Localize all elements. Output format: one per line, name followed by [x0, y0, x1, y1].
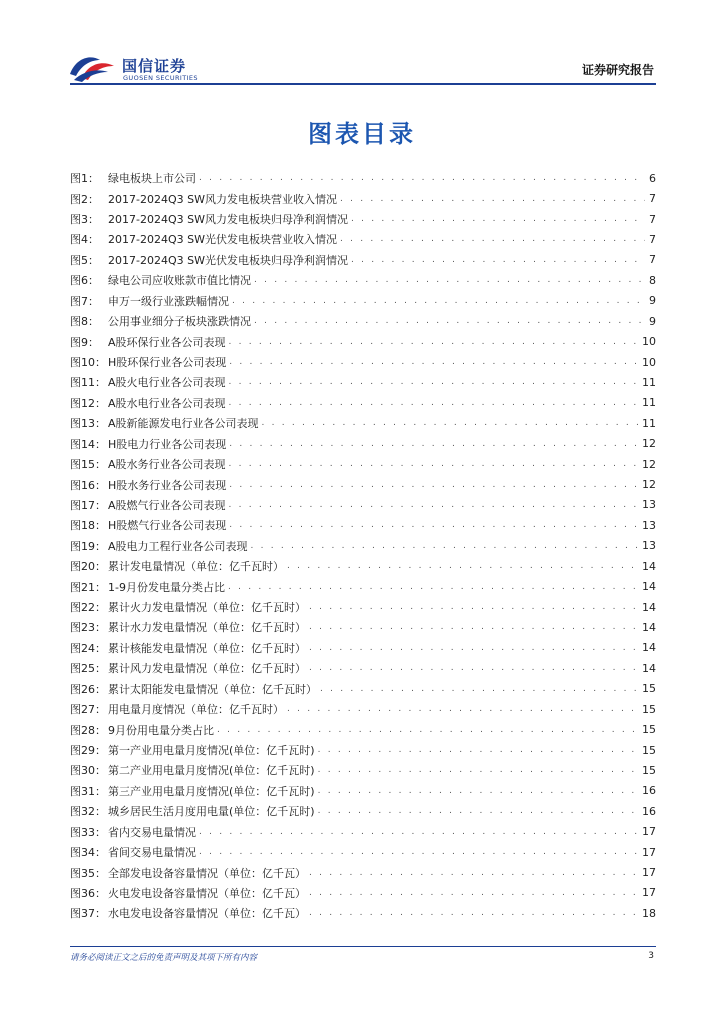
toc-page-number[interactable]: 7 [649, 212, 656, 226]
toc-page-number[interactable]: 9 [649, 314, 656, 328]
toc-figure-title[interactable]: 公用事业细分子板块涨跌情况 [108, 315, 251, 329]
toc-figure-title[interactable]: 用电量月度情况（单位：亿千瓦时） [108, 703, 284, 717]
toc-dot-leader [351, 255, 645, 265]
toc-page-number[interactable]: 6 [649, 171, 656, 185]
toc-figure-number: 图14： [70, 437, 106, 451]
toc-dot-leader [229, 377, 638, 387]
toc-figure-number: 图5： [70, 253, 99, 267]
toc-figure-title[interactable]: 火电发电设备容量情况（单位：亿千瓦） [108, 886, 306, 900]
header-divider [70, 83, 656, 85]
toc-page-number[interactable]: 14 [642, 600, 656, 614]
toc-figure-title[interactable]: A股环保行业各公司表现 [108, 335, 226, 349]
toc-figure-title[interactable]: 申万一级行业涨跌幅情况 [108, 294, 229, 308]
toc-figure-number: 图15： [70, 458, 106, 472]
toc-entry[interactable] [70, 188, 656, 208]
toc-figure-number: 图17： [70, 498, 106, 512]
toc-page-number[interactable]: 13 [642, 498, 656, 512]
toc-dot-leader [318, 765, 638, 775]
guosen-logo-icon [68, 52, 118, 82]
page-title: 图表目录 [308, 120, 416, 148]
toc-dot-leader [309, 908, 638, 918]
toc-entry[interactable] [70, 842, 656, 862]
toc-entry[interactable] [70, 331, 656, 351]
toc-entry[interactable] [70, 556, 656, 576]
toc-page-number[interactable]: 16 [642, 804, 656, 818]
toc-dot-leader [340, 194, 645, 204]
toc-figure-number: 图32： [70, 805, 106, 819]
toc-dot-leader [309, 643, 638, 653]
toc-dot-leader [287, 561, 638, 571]
toc-figure-number: 图18： [70, 519, 106, 533]
page-header [68, 50, 656, 84]
toc-figure-number: 图28： [70, 723, 106, 737]
toc-figure-title[interactable]: 省内交易电量情况 [108, 825, 196, 839]
toc-entry[interactable] [70, 372, 656, 392]
toc-entry[interactable] [70, 658, 656, 678]
toc-figure-title[interactable]: A股火电行业各公司表现 [108, 376, 226, 390]
toc-figure-title[interactable]: 水电发电设备容量情况（单位：亿千瓦） [108, 907, 306, 921]
toc-entry[interactable] [70, 168, 656, 188]
toc-entry[interactable] [70, 679, 656, 699]
toc-dot-leader [318, 806, 638, 816]
toc-entry[interactable] [70, 291, 656, 311]
logo-english-text: GUOSEN SECURITIES [123, 74, 198, 82]
toc-dot-leader [229, 398, 638, 408]
toc-entry[interactable] [70, 454, 656, 474]
toc-entry[interactable] [70, 617, 656, 637]
toc-figure-title[interactable]: 9月份用电量分类占比 [108, 723, 214, 737]
toc-figure-number: 图16： [70, 478, 106, 492]
toc-page-number[interactable]: 12 [642, 437, 656, 451]
toc-page-number[interactable]: 13 [642, 539, 656, 553]
toc-figure-title[interactable]: 累计风力发电量情况（单位：亿千瓦时） [108, 662, 306, 676]
toc-entry[interactable] [70, 801, 656, 821]
toc-figure-title[interactable]: 绿电板块上市公司 [108, 172, 196, 186]
toc-entry[interactable] [70, 229, 656, 249]
toc-figure-title[interactable]: A股电力工程行业各公司表现 [108, 539, 248, 553]
toc-figure-title[interactable]: H股水务行业各公司表现 [108, 478, 227, 492]
toc-page-number[interactable]: 17 [642, 845, 656, 859]
toc-figure-title[interactable]: 城乡居民生活月度用电量(单位：亿千瓦时) [108, 805, 315, 819]
toc-entry[interactable] [70, 209, 656, 229]
toc-entry[interactable] [70, 536, 656, 556]
toc-dot-leader [229, 480, 638, 490]
toc-page-number[interactable]: 12 [642, 478, 656, 492]
toc-page-number[interactable]: 15 [642, 743, 656, 757]
toc-dot-leader [309, 663, 638, 673]
toc-dot-leader [254, 316, 645, 326]
toc-entry[interactable] [70, 883, 656, 903]
toc-entry[interactable] [70, 576, 656, 596]
report-type-label: 证券研究报告 [581, 63, 654, 77]
toc-figure-title[interactable]: A股燃气行业各公司表现 [108, 498, 226, 512]
toc-page-number[interactable]: 12 [642, 457, 656, 471]
toc-entry[interactable] [70, 433, 656, 453]
toc-figure-number: 图4： [70, 233, 99, 247]
toc-figure-number: 图20： [70, 560, 106, 574]
toc-page-number[interactable]: 15 [642, 723, 656, 737]
toc-dot-leader [318, 745, 638, 755]
toc-figure-number: 图3： [70, 213, 99, 227]
toc-dot-leader [228, 582, 638, 592]
toc-entry[interactable] [70, 903, 656, 923]
toc-entry[interactable] [70, 638, 656, 658]
toc-figure-number: 图9： [70, 335, 99, 349]
toc-page-number[interactable]: 7 [649, 192, 656, 206]
toc-dot-leader [287, 704, 638, 714]
guosen-logo [68, 50, 198, 84]
toc-figure-number: 图34： [70, 846, 106, 860]
toc-entry[interactable] [70, 719, 656, 739]
toc-figure-number: 图36： [70, 886, 106, 900]
toc-figure-number: 图1： [70, 172, 99, 186]
toc-figure-number: 图33： [70, 825, 106, 839]
toc-dot-leader [309, 888, 638, 898]
toc-dot-leader [229, 357, 638, 367]
toc-page-number[interactable]: 15 [642, 702, 656, 716]
toc-entry[interactable] [70, 822, 656, 842]
footer-divider [70, 946, 656, 947]
toc-figure-title[interactable]: 累计太阳能发电量情况（单位：亿千瓦时） [108, 682, 317, 696]
toc-figure-number: 图22： [70, 601, 106, 615]
toc-dot-leader [217, 725, 638, 735]
toc-page-number[interactable]: 11 [642, 416, 656, 430]
toc-figure-title[interactable]: A股水务行业各公司表现 [108, 458, 226, 472]
toc-page-number[interactable]: 10 [642, 355, 656, 369]
toc-dot-leader [229, 439, 638, 449]
toc-figure-number: 图27： [70, 703, 106, 717]
toc-figure-title[interactable]: 2017-2024Q3 SW风力发电板块归母净利润情况 [108, 213, 348, 227]
toc-figure-title[interactable]: H股电力行业各公司表现 [108, 437, 227, 451]
toc-figure-title[interactable]: 累计核能发电量情况（单位：亿千瓦时） [108, 641, 306, 655]
toc-page-number[interactable]: 14 [642, 661, 656, 675]
toc-entry[interactable] [70, 760, 656, 780]
toc-figure-title[interactable]: 绿电公司应收账款市值比情况 [108, 274, 251, 288]
toc-figure-title[interactable]: 第三产业用电量月度情况(单位：亿千瓦时) [108, 784, 315, 798]
toc-figure-title[interactable]: 1-9月份发电量分类占比 [108, 580, 225, 594]
toc-figure-number: 图2： [70, 192, 99, 206]
toc-page-number[interactable]: 11 [642, 375, 656, 389]
toc-figure-number: 图8： [70, 315, 99, 329]
toc-entry[interactable] [70, 352, 656, 372]
toc-page-number[interactable]: 10 [642, 335, 656, 349]
toc-dot-leader [229, 520, 638, 530]
toc-figure-number: 图21： [70, 580, 106, 594]
toc-page-number[interactable]: 14 [642, 559, 656, 573]
toc-dot-leader [199, 847, 638, 857]
figure-toc-list [70, 168, 656, 924]
toc-figure-number: 图30： [70, 764, 106, 778]
toc-dot-leader [229, 500, 638, 510]
toc-figure-number: 图24： [70, 641, 106, 655]
toc-dot-leader [309, 602, 638, 612]
toc-dot-leader [254, 275, 645, 285]
toc-figure-number: 图19： [70, 539, 106, 553]
toc-page-number[interactable]: 7 [649, 232, 656, 246]
toc-dot-leader [199, 827, 638, 837]
toc-page-number[interactable]: 16 [642, 784, 656, 798]
toc-figure-title[interactable]: H股燃气行业各公司表现 [108, 519, 227, 533]
toc-figure-number: 图13： [70, 417, 106, 431]
toc-entry[interactable] [70, 781, 656, 801]
toc-entry[interactable] [70, 393, 656, 413]
toc-entry[interactable] [70, 495, 656, 515]
toc-page-number[interactable]: 11 [642, 396, 656, 410]
toc-figure-title[interactable]: 省间交易电量情况 [108, 846, 196, 860]
toc-figure-title[interactable]: 累计火力发电量情况（单位：亿千瓦时） [108, 601, 306, 615]
toc-figure-title[interactable]: 2017-2024Q3 SW光伏发电板块营业收入情况 [108, 233, 337, 247]
toc-entry[interactable] [70, 474, 656, 494]
toc-dot-leader [309, 868, 638, 878]
logo-chinese-text: 国信证券 [122, 57, 187, 75]
toc-figure-title[interactable]: A股水电行业各公司表现 [108, 396, 226, 410]
toc-page-number[interactable]: 17 [642, 886, 656, 900]
toc-page-number[interactable]: 14 [642, 580, 656, 594]
toc-figure-number: 图10： [70, 356, 106, 369]
toc-dot-leader [351, 214, 645, 224]
footer-disclaimer: 请务必阅读正文之后的免责声明及其项下所有内容 [70, 953, 258, 963]
toc-figure-number: 图23： [70, 621, 106, 635]
toc-entry[interactable] [70, 311, 656, 331]
toc-figure-number: 图25： [70, 662, 106, 676]
toc-entry[interactable] [70, 699, 656, 719]
toc-entry[interactable] [70, 740, 656, 760]
toc-page-number[interactable]: 17 [642, 866, 656, 880]
toc-entry[interactable] [70, 597, 656, 617]
toc-figure-title[interactable]: 累计发电量情况（单位：亿千瓦时） [108, 560, 284, 574]
toc-figure-number: 图29： [70, 744, 106, 758]
toc-entry[interactable] [70, 270, 656, 290]
toc-figure-title[interactable]: H股环保行业各公司表现 [108, 356, 227, 369]
toc-dot-leader [199, 173, 645, 183]
toc-figure-title[interactable]: A股新能源发电行业各公司表现 [108, 417, 259, 431]
toc-page-number[interactable]: 8 [649, 273, 656, 287]
toc-dot-leader [229, 459, 638, 469]
toc-dot-leader [229, 337, 638, 347]
toc-page-number[interactable]: 9 [649, 294, 656, 308]
toc-dot-leader [318, 786, 638, 796]
toc-dot-leader [340, 234, 645, 244]
toc-dot-leader [320, 684, 638, 694]
toc-figure-number: 图35： [70, 866, 106, 880]
toc-figure-number: 图6： [70, 274, 99, 288]
toc-figure-number: 图7： [70, 294, 99, 308]
toc-figure-number: 图37： [70, 907, 106, 921]
toc-page-number[interactable]: 18 [642, 906, 656, 920]
toc-page-number[interactable]: 15 [642, 763, 656, 777]
toc-figure-number: 图12： [70, 396, 106, 410]
toc-dot-leader [232, 296, 645, 306]
toc-dot-leader [309, 622, 638, 632]
toc-figure-title[interactable]: 2017-2024Q3 SW风力发电板块营业收入情况 [108, 192, 337, 206]
toc-figure-title[interactable]: 全部发电设备容量情况（单位：亿千瓦） [108, 866, 306, 880]
toc-figure-title[interactable]: 2017-2024Q3 SW光伏发电板块归母净利润情况 [108, 253, 348, 267]
toc-figure-number: 图31： [70, 784, 106, 798]
toc-entry[interactable] [70, 250, 656, 270]
toc-page-number[interactable]: 7 [649, 253, 656, 267]
toc-dot-leader [251, 541, 638, 551]
toc-entry[interactable] [70, 413, 656, 433]
page-number: 3 [648, 951, 654, 961]
toc-figure-title[interactable]: 累计水力发电量情况（单位：亿千瓦时） [108, 621, 306, 635]
toc-page-number[interactable]: 14 [642, 641, 656, 655]
toc-figure-number: 图26： [70, 682, 106, 696]
toc-page-number[interactable]: 14 [642, 620, 656, 634]
toc-entry[interactable] [70, 862, 656, 882]
toc-figure-title[interactable]: 第一产业用电量月度情况(单位：亿千瓦时) [108, 744, 315, 758]
toc-dot-leader [262, 418, 638, 428]
toc-entry[interactable] [70, 515, 656, 535]
toc-figure-number: 图11： [70, 376, 106, 390]
toc-page-number[interactable]: 17 [642, 825, 656, 839]
toc-page-number[interactable]: 13 [642, 518, 656, 532]
toc-figure-title[interactable]: 第二产业用电量月度情况(单位：亿千瓦时) [108, 764, 315, 778]
toc-page-number[interactable]: 15 [642, 682, 656, 696]
